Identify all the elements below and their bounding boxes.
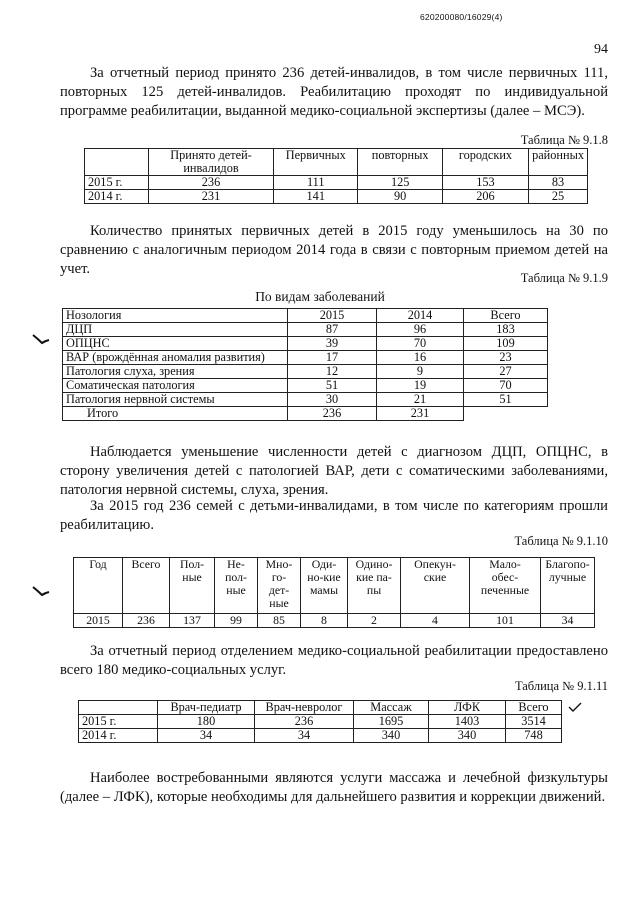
- table-cell: ДЦП: [63, 323, 288, 337]
- table-header-cell: [79, 701, 158, 715]
- table-cell: 39: [288, 337, 377, 351]
- table-cell: 21: [377, 393, 464, 407]
- table-cell: 1695: [354, 715, 429, 729]
- paragraph-families: За 2015 год 236 семей с детьми-инвалидами, в том числе по категориям прошли реабилитацию.: [60, 498, 608, 533]
- table-cell: 2014 г.: [79, 729, 158, 743]
- table-cell: 34: [541, 614, 595, 628]
- paragraph-intake: За отчетный период принято 236 детей-инвалидов, в том числе первичных 111, повторных 125 детей-инвалидов. Реабилитацию проходят по индивидуальной программе реабилитации, выданной медико-социальной экспертизы (далее – МСЭ).: [60, 65, 608, 119]
- table-cell: 1403: [429, 715, 506, 729]
- table-header-cell: Первичных: [274, 149, 358, 176]
- table-cell: 2: [348, 614, 401, 628]
- table-header-cell: городских: [442, 149, 528, 176]
- table-9-1-10: [73, 557, 595, 628]
- table-9-1-10-caption: Таблица № 9.1.10: [514, 534, 608, 548]
- table-cell: 236: [148, 176, 273, 190]
- table-header-cell: ЛФК: [429, 701, 506, 715]
- table-row: [79, 715, 562, 729]
- table-cell: 70: [377, 337, 464, 351]
- table-cell: 111: [274, 176, 358, 190]
- tick-mark-icon: [568, 698, 582, 718]
- table-cell: ВАР (врождённая аномалия развития): [63, 351, 288, 365]
- table-cell: 231: [377, 407, 464, 421]
- table-cell: 101: [470, 614, 541, 628]
- document-id: 620200080/16029(4): [420, 12, 503, 22]
- table-row: [63, 379, 548, 393]
- table-cell: ОПЦНС: [63, 337, 288, 351]
- table-row: [74, 614, 595, 628]
- table-row: [79, 729, 562, 743]
- table-header-cell: Благопо- лучные: [541, 558, 595, 614]
- table-cell: 2015 г.: [79, 715, 158, 729]
- table-cell: 125: [358, 176, 442, 190]
- paragraph-comparison: Количество принятых первичных детей в 2015 году уменьшилось на 30 по сравнению с аналогичным периодом 2014 года в связи с повторным приемом детей на учет.: [60, 223, 608, 277]
- table-total-row: [63, 407, 548, 421]
- table-row: [85, 176, 588, 190]
- table-header-cell: Всего: [123, 558, 170, 614]
- paragraph-trend: Наблюдается уменьшение численности детей с диагнозом ДЦП, ОПЦНС, в сторону увеличения детей с патологией ВАР, дети с соматическими заболеваниями, патология нервной системы, слуха, зрения.: [60, 444, 608, 498]
- table-header-cell: Одино- кие па- пы: [348, 558, 401, 614]
- table-cell: 2015: [74, 614, 123, 628]
- table-row: [85, 190, 588, 204]
- table-header-cell: районных: [529, 149, 588, 176]
- table-header-cell: Нозология: [63, 309, 288, 323]
- table-header-cell: Мало- обес- печенные: [470, 558, 541, 614]
- table-cell: 183: [464, 323, 548, 337]
- table-cell: 236: [288, 407, 377, 421]
- table-header-cell: [85, 149, 149, 176]
- table-header-row: [79, 701, 562, 715]
- table-cell: 141: [274, 190, 358, 204]
- table-cell: 2015 г.: [85, 176, 149, 190]
- table-header-row: [63, 309, 548, 323]
- table-row: [63, 351, 548, 365]
- check-mark-icon: [32, 580, 50, 600]
- table-header-row: [85, 149, 588, 176]
- table-cell: 3514: [506, 715, 562, 729]
- table-cell: 19: [377, 379, 464, 393]
- table-cell: 30: [288, 393, 377, 407]
- table-cell: 9: [377, 365, 464, 379]
- table-header-cell: 2014: [377, 309, 464, 323]
- table-header-cell: Мно- го- дет- ные: [258, 558, 301, 614]
- table-cell: 34: [255, 729, 354, 743]
- table-header-cell: Год: [74, 558, 123, 614]
- table-row: [63, 365, 548, 379]
- table-9-1-8: [84, 148, 588, 204]
- table-cell: 87: [288, 323, 377, 337]
- table-cell: 340: [354, 729, 429, 743]
- table-cell: 16: [377, 351, 464, 365]
- table-cell: Итого: [63, 407, 288, 421]
- table-cell: Патология нервной системы: [63, 393, 288, 407]
- table-cell: 206: [442, 190, 528, 204]
- table-row: [63, 337, 548, 351]
- table-cell: 180: [158, 715, 255, 729]
- table-cell: 51: [464, 393, 548, 407]
- page-number: 94: [594, 42, 608, 57]
- table-cell: 51: [288, 379, 377, 393]
- table-cell: 23: [464, 351, 548, 365]
- table-header-row: [74, 558, 595, 614]
- table-cell: 27: [464, 365, 548, 379]
- paragraph-services: За отчетный период отделением медико-социальной реабилитации предоставлено всего 180 медико-социальных услуг.: [60, 643, 608, 678]
- table-cell: 137: [170, 614, 215, 628]
- table-9-1-9-caption: Таблица № 9.1.9: [520, 271, 608, 285]
- table-row: [63, 393, 548, 407]
- table-9-1-11-caption: Таблица № 9.1.11: [514, 679, 608, 693]
- table-header-cell: 2015: [288, 309, 377, 323]
- table-row: [63, 323, 548, 337]
- table-cell: 70: [464, 379, 548, 393]
- table-cell: 2014 г.: [85, 190, 149, 204]
- table-cell: 83: [529, 176, 588, 190]
- table-cell: 12: [288, 365, 377, 379]
- table-cell: 231: [148, 190, 273, 204]
- table-9-1-9: [62, 308, 548, 421]
- table-cell: 85: [258, 614, 301, 628]
- table-cell: 748: [506, 729, 562, 743]
- table-cell: 4: [401, 614, 470, 628]
- paragraph-conclusion: Наиболее востребованными являются услуги массажа и лечебной физкультуры (далее – ЛФК), которые необходимы для дальнейшего развития и коррекции движений.: [60, 770, 608, 805]
- table-header-cell: Всего: [464, 309, 548, 323]
- table-9-1-8-caption: Таблица № 9.1.8: [520, 133, 608, 147]
- table-cell: Соматическая патология: [63, 379, 288, 393]
- table-cell: 99: [215, 614, 258, 628]
- table-header-cell: Массаж: [354, 701, 429, 715]
- table-cell: 8: [301, 614, 348, 628]
- table-header-cell: Пол- ные: [170, 558, 215, 614]
- table-cell: 17: [288, 351, 377, 365]
- table-cell: 236: [255, 715, 354, 729]
- table-cell: 34: [158, 729, 255, 743]
- table-header-cell: Всего: [506, 701, 562, 715]
- table-header-cell: повторных: [358, 149, 442, 176]
- table-cell: [464, 407, 548, 421]
- table-cell: 153: [442, 176, 528, 190]
- table-cell: 236: [123, 614, 170, 628]
- table-cell: 109: [464, 337, 548, 351]
- table-cell: 90: [358, 190, 442, 204]
- table-cell: 96: [377, 323, 464, 337]
- table-header-cell: Не- пол- ные: [215, 558, 258, 614]
- table-9-1-11: [78, 700, 562, 743]
- table-header-cell: Опекун- ские: [401, 558, 470, 614]
- table-header-cell: Врач-невролог: [255, 701, 354, 715]
- check-mark-icon: [32, 328, 50, 348]
- table-9-1-9-subtitle: По видам заболеваний: [255, 289, 385, 304]
- table-header-cell: Оди- но-кие мамы: [301, 558, 348, 614]
- table-header-cell: Принято детей-инвалидов: [148, 149, 273, 176]
- table-cell: 25: [529, 190, 588, 204]
- table-cell: 340: [429, 729, 506, 743]
- table-header-cell: Врач-педиатр: [158, 701, 255, 715]
- table-cell: Патология слуха, зрения: [63, 365, 288, 379]
